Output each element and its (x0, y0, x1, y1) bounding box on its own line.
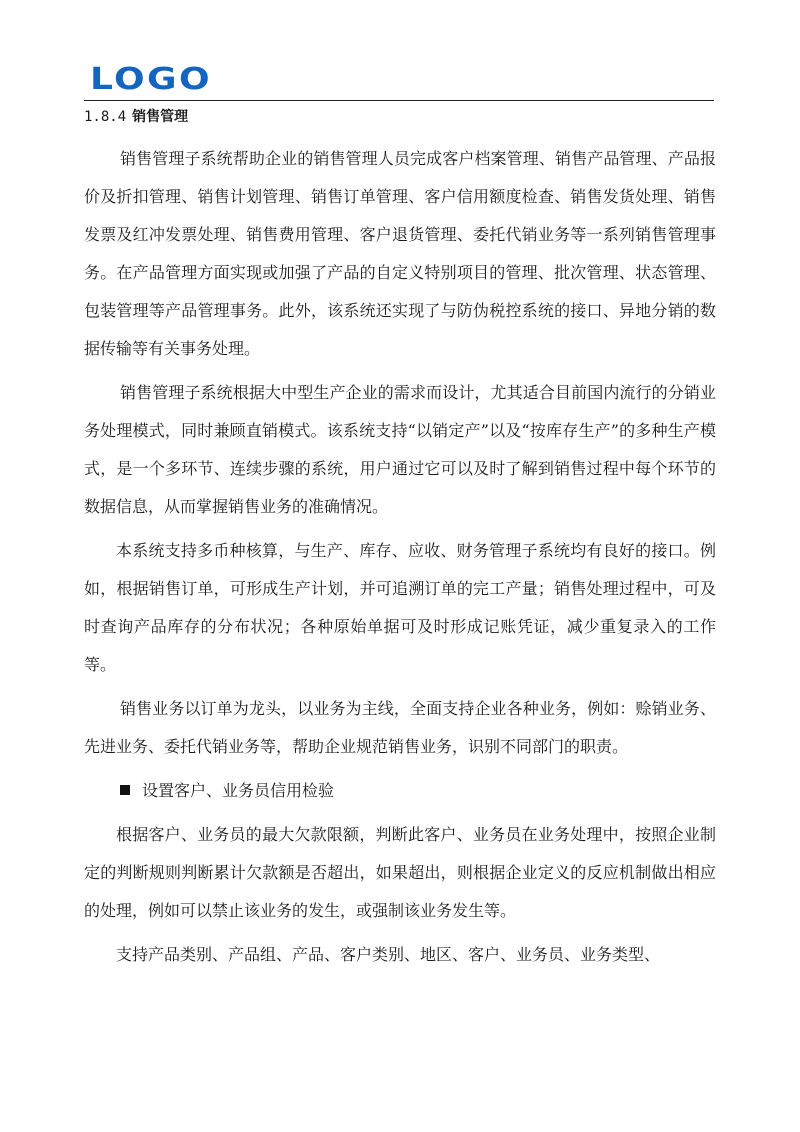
paragraph: 支持产品类别、产品组、产品、客户类别、地区、客户、业务员、业务类型、 (116, 945, 661, 964)
paragraph: 根据客户、业务员的最大欠款限额，判断此客户、业务员在业务处理中，按照企业制定的判断规则判断累计欠款额是否超出，如果超出，则根据企业定义的反应机制做出相应的处理，例如可以禁止该业务的发生，或强制该业务发生等。 (84, 825, 716, 920)
header-rule (84, 100, 714, 101)
paragraph: 销售管理子系统帮助企业的销售管理人员完成客户档案管理、销售产品管理、产品报价及折扣管理、销售计划管理、销售订单管理、客户信用额度检查、销售发货处理、销售发票及红冲发票处理、销售费用管理、客户退货管理、委托代销业务等一系列销售管理事务。在产品管理方面实现或加强了产品的自定义特别项目的管理、批次管理、状态管理、包装管理等产品管理事务。此外，该系统还实现了与防伪税控系统的接口、异地分销的数据传输等有关事务处理。 (84, 149, 716, 358)
square-bullet-icon (120, 785, 130, 795)
section-number: 1.8.4 (84, 109, 127, 125)
section-heading (84, 104, 716, 130)
logo: LOGO (90, 62, 213, 97)
bullet-text: 设置客户、业务员信用检验 (142, 781, 335, 800)
paragraph: 销售业务以订单为龙头，以业务为主线，全面支持企业各种业务，例如：赊销业务、先进业务、委托代销业务等，帮助企业规范销售业务，识别不同部门的职责。 (84, 699, 716, 756)
document-body (84, 104, 716, 980)
section-title: 销售管理 (132, 109, 189, 125)
paragraph: 本系统支持多币种核算，与生产、库存、应收、财务管理子系统均有良好的接口。例如，根据销售订单，可形成生产计划，并可追溯订单的完工产量；销售处理过程中，可及时查询产品库存的分布状况；各种原始单据可及时形成记账凭证，减少重复录入的工作等。 (84, 541, 716, 674)
bullet-item (84, 772, 716, 810)
paragraph: 销售管理子系统根据大中型生产企业的需求而设计，尤其适合目前国内流行的分销业务处理模式，同时兼顾直销模式。该系统支持“以销定产”以及“按库存生产”的多种生产模式，是一个多环节、连续步骤的系统，用户通过它可以及时了解到销售过程中每个环节的数据信息，从而掌握销售业务的准确情况。 (84, 383, 716, 516)
